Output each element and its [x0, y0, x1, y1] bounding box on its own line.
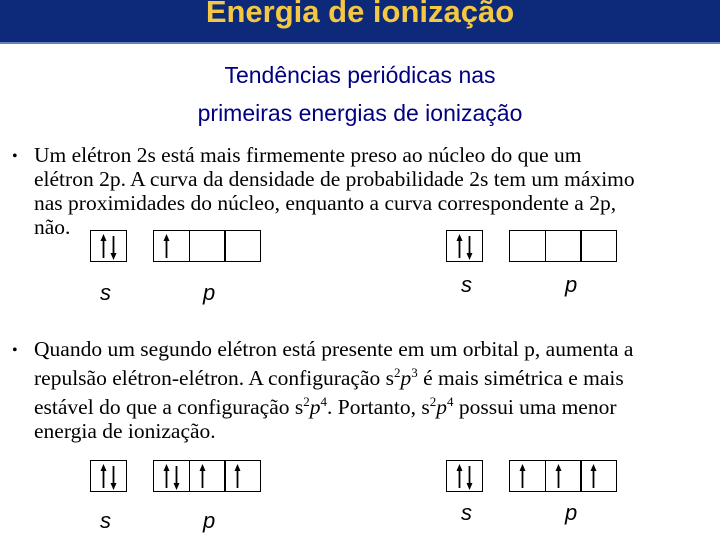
- electron-arrows: [581, 461, 616, 491]
- orbital-p-bottom-left: [153, 460, 261, 492]
- orbital-box: [545, 460, 582, 492]
- label-p-bottom-right: p: [565, 500, 578, 525]
- electron-arrows: [447, 231, 482, 261]
- bullet-2-line-3: estável do que a configuração $s^2p^4$. Portanto, $s^2p^4$ possui uma menor: [34, 394, 617, 420]
- electron-arrows: [546, 461, 581, 491]
- orbital-box: [90, 460, 127, 492]
- orbital-box: [509, 230, 546, 262]
- label-p-bottom-left: p: [203, 508, 216, 533]
- arrow-head-icon: [111, 483, 117, 490]
- orbital-s-bottom-right: [446, 460, 483, 492]
- orbital-box: [189, 460, 226, 492]
- label-p-top-right: p: [565, 272, 578, 297]
- bullet-1-line-3: nas proximidades do núcleo, enquanto a curva correspondente a 2p,: [34, 191, 617, 215]
- arrow-head-icon: [555, 464, 561, 471]
- arrow-head-icon: [174, 483, 180, 490]
- page-title: Energia de ionização: [205, 0, 515, 29]
- orbital-p-bottom-right: [509, 460, 617, 492]
- orbital-box: [90, 230, 127, 262]
- arrow-head-icon: [164, 464, 170, 471]
- electron-arrows: [510, 461, 545, 491]
- arrow-head-icon: [520, 464, 526, 471]
- electron-arrows: [91, 231, 126, 261]
- orbital-box: [446, 460, 483, 492]
- title-bar: [0, 0, 720, 44]
- bullet-2-line-1: Quando um segundo elétron está presente em um orbital p, aumenta a: [34, 337, 634, 361]
- arrow-head-icon: [467, 253, 473, 260]
- bullet-1-line-4: não.: [34, 215, 71, 239]
- arrow-head-icon: [101, 234, 107, 241]
- subtitle-line-2: primeiras energias de ionização: [197, 100, 523, 126]
- orbital-box: [153, 460, 190, 492]
- bullet-2-line-4: energia de ionização.: [34, 419, 216, 444]
- arrow-head-icon: [101, 464, 107, 471]
- electron-arrows: [91, 461, 126, 491]
- electron-arrows: [447, 461, 482, 491]
- orbital-box: [545, 230, 582, 262]
- label-p-top-left: p: [203, 280, 216, 305]
- orbital-s-top-left: [90, 230, 127, 262]
- arrow-head-icon: [591, 464, 597, 471]
- arrow-head-icon: [164, 234, 170, 241]
- orbital-s-top-right: [446, 230, 483, 262]
- orbital-box: [509, 460, 546, 492]
- bullet-dot: •: [12, 342, 18, 359]
- arrow-head-icon: [467, 483, 473, 490]
- orbital-p-top-right: [509, 230, 617, 262]
- electron-arrows: [225, 461, 260, 491]
- arrow-head-icon: [457, 464, 463, 471]
- electron-arrows: [190, 231, 225, 261]
- orbital-p-top-left: [153, 230, 261, 262]
- arrow-head-icon: [457, 234, 463, 241]
- arrow-head-icon: [235, 464, 241, 471]
- orbital-box: [153, 230, 190, 262]
- electron-arrows: [190, 461, 225, 491]
- bullet-2-line-2: repulsão elétron-elétron. A configuração $s^2p^3$ é mais simétrica e mais: [34, 365, 624, 391]
- bullet-1-line-2: elétron 2p. A curva da densidade de probabilidade 2s tem um máximo: [34, 167, 635, 191]
- electron-arrows: [510, 231, 545, 261]
- orbital-box: [580, 460, 617, 492]
- label-s-top-right: s: [461, 272, 472, 297]
- label-s-top-left: s: [100, 280, 111, 305]
- electron-arrows: [225, 231, 260, 261]
- electron-arrows: [154, 231, 189, 261]
- orbital-box: [446, 230, 483, 262]
- electron-arrows: [154, 461, 189, 491]
- electron-arrows: [581, 231, 616, 261]
- bullet-dot: •: [12, 148, 18, 165]
- orbital-box: [224, 230, 261, 262]
- label-s-bottom-right: s: [461, 500, 472, 525]
- orbital-box: [580, 230, 617, 262]
- arrow-head-icon: [199, 464, 205, 471]
- bullet-1-line-1: Um elétron 2s está mais firmemente preso ao núcleo do que um: [34, 143, 582, 167]
- orbital-box: [224, 460, 261, 492]
- orbital-box: [189, 230, 226, 262]
- subtitle-line-1: Tendências periódicas nas: [224, 62, 496, 88]
- orbital-s-bottom-left: [90, 460, 127, 492]
- arrow-head-icon: [111, 253, 117, 260]
- label-s-bottom-left: s: [100, 508, 111, 533]
- electron-arrows: [546, 231, 581, 261]
